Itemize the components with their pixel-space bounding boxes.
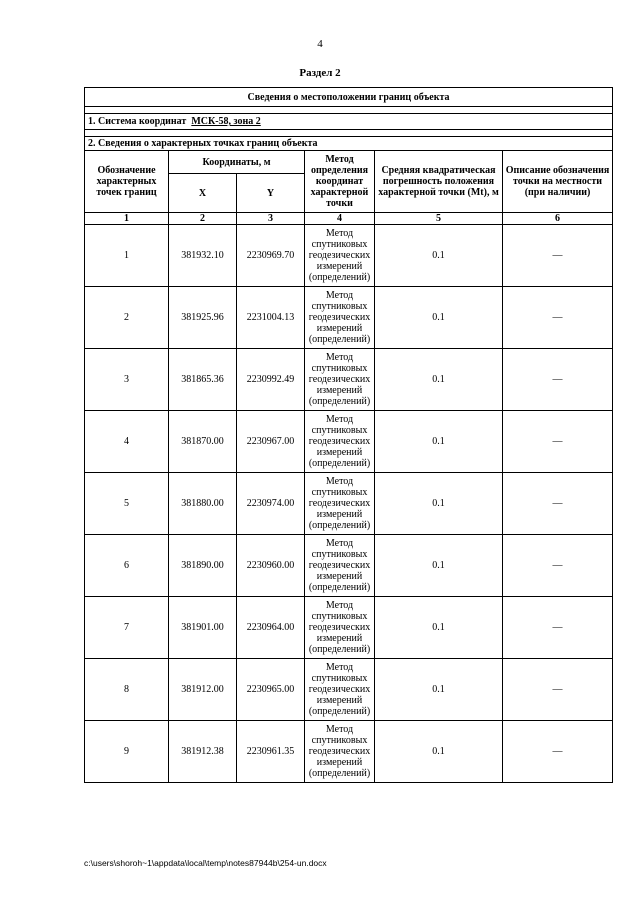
table-row: [85, 659, 613, 721]
mt-cell: 0.1: [375, 411, 503, 473]
mt-cell: 0.1: [375, 349, 503, 411]
description-cell: —: [503, 411, 613, 473]
column-number: 4: [305, 213, 375, 225]
method-cell: Метод спутниковых геодезических измерений (определений): [305, 535, 375, 597]
method-cell: Метод спутниковых геодезических измерений (определений): [305, 411, 375, 473]
header-mt: Средняя квадратическая погрешность положения характерной точки (Mt), м: [375, 151, 503, 213]
x-coordinate-cell: 381865.36: [169, 349, 237, 411]
x-coordinate-cell: 381870.00: [169, 411, 237, 473]
y-coordinate-cell: 2230969.70: [237, 225, 305, 287]
y-coordinate-cell: 2230960.00: [237, 535, 305, 597]
header-method: Метод определения координат характерной точки: [305, 151, 375, 213]
method-cell: Метод спутниковых геодезических измерений (определений): [305, 659, 375, 721]
x-coordinate-cell: 381932.10: [169, 225, 237, 287]
table-row: [85, 473, 613, 535]
table-banner: Сведения о местоположении границ объекта: [85, 88, 613, 107]
x-coordinate-cell: 381912.38: [169, 721, 237, 783]
point-number-cell: 8: [85, 659, 169, 721]
table-row: [85, 411, 613, 473]
table-row: [85, 287, 613, 349]
table-row: [85, 597, 613, 659]
description-cell: —: [503, 225, 613, 287]
y-coordinate-cell: 2230961.35: [237, 721, 305, 783]
section-title: Раздел 2: [299, 67, 341, 79]
x-coordinate-cell: 381880.00: [169, 473, 237, 535]
x-coordinate-cell: 381925.96: [169, 287, 237, 349]
method-cell: Метод спутниковых геодезических измерений (определений): [305, 287, 375, 349]
mt-cell: 0.1: [375, 535, 503, 597]
column-number: 3: [237, 213, 305, 225]
table-row: [85, 225, 613, 287]
point-number-cell: 9: [85, 721, 169, 783]
column-number: 1: [85, 213, 169, 225]
points-section-label: 2. Сведения о характерных точках границ объекта: [85, 137, 613, 151]
description-cell: —: [503, 659, 613, 721]
point-number-cell: 1: [85, 225, 169, 287]
y-coordinate-cell: 2231004.13: [237, 287, 305, 349]
table-row: [85, 535, 613, 597]
coordinate-system-value: МСК-58, зона 2: [191, 116, 261, 127]
mt-cell: 0.1: [375, 287, 503, 349]
header-coordinates: Координаты, м: [169, 151, 305, 174]
mt-cell: 0.1: [375, 473, 503, 535]
description-cell: —: [503, 349, 613, 411]
method-cell: Метод спутниковых геодезических измерений (определений): [305, 473, 375, 535]
header-description: Описание обозначения точки на местности (при наличии): [503, 151, 613, 213]
y-coordinate-cell: 2230967.00: [237, 411, 305, 473]
description-cell: —: [503, 535, 613, 597]
point-number-cell: 2: [85, 287, 169, 349]
boundary-points-table: [84, 87, 613, 783]
point-number-cell: 6: [85, 535, 169, 597]
column-number: 6: [503, 213, 613, 225]
mt-cell: 0.1: [375, 721, 503, 783]
method-cell: Метод спутниковых геодезических измерений (определений): [305, 225, 375, 287]
x-coordinate-cell: 381912.00: [169, 659, 237, 721]
table-row: [85, 721, 613, 783]
method-cell: Метод спутниковых геодезических измерений (определений): [305, 349, 375, 411]
footer-file-path: c:\users\shoroh~1\appdata\local\temp\notes87944b\254-un.docx: [84, 858, 327, 868]
page-number: 4: [317, 38, 323, 50]
table-row: [85, 349, 613, 411]
y-coordinate-cell: 2230992.49: [237, 349, 305, 411]
header-x: X: [169, 174, 237, 213]
x-coordinate-cell: 381901.00: [169, 597, 237, 659]
point-number-cell: 5: [85, 473, 169, 535]
mt-cell: 0.1: [375, 659, 503, 721]
coordinate-system-row: [85, 114, 613, 130]
mt-cell: 0.1: [375, 597, 503, 659]
point-number-cell: 3: [85, 349, 169, 411]
y-coordinate-cell: 2230965.00: [237, 659, 305, 721]
column-number: 5: [375, 213, 503, 225]
x-coordinate-cell: 381890.00: [169, 535, 237, 597]
y-coordinate-cell: 2230964.00: [237, 597, 305, 659]
point-number-cell: 4: [85, 411, 169, 473]
table-gap: [85, 107, 613, 114]
method-cell: Метод спутниковых геодезических измерений (определений): [305, 721, 375, 783]
header-y: Y: [237, 174, 305, 213]
coordinate-system-label: 1. Система координат: [88, 116, 187, 127]
mt-cell: 0.1: [375, 225, 503, 287]
description-cell: —: [503, 721, 613, 783]
description-cell: —: [503, 597, 613, 659]
method-cell: Метод спутниковых геодезических измерений (определений): [305, 597, 375, 659]
y-coordinate-cell: 2230974.00: [237, 473, 305, 535]
point-number-cell: 7: [85, 597, 169, 659]
description-cell: —: [503, 473, 613, 535]
table-gap: [85, 130, 613, 137]
header-point-designation: Обозначение характерных точек границ: [85, 151, 169, 213]
column-number: 2: [169, 213, 237, 225]
description-cell: —: [503, 287, 613, 349]
